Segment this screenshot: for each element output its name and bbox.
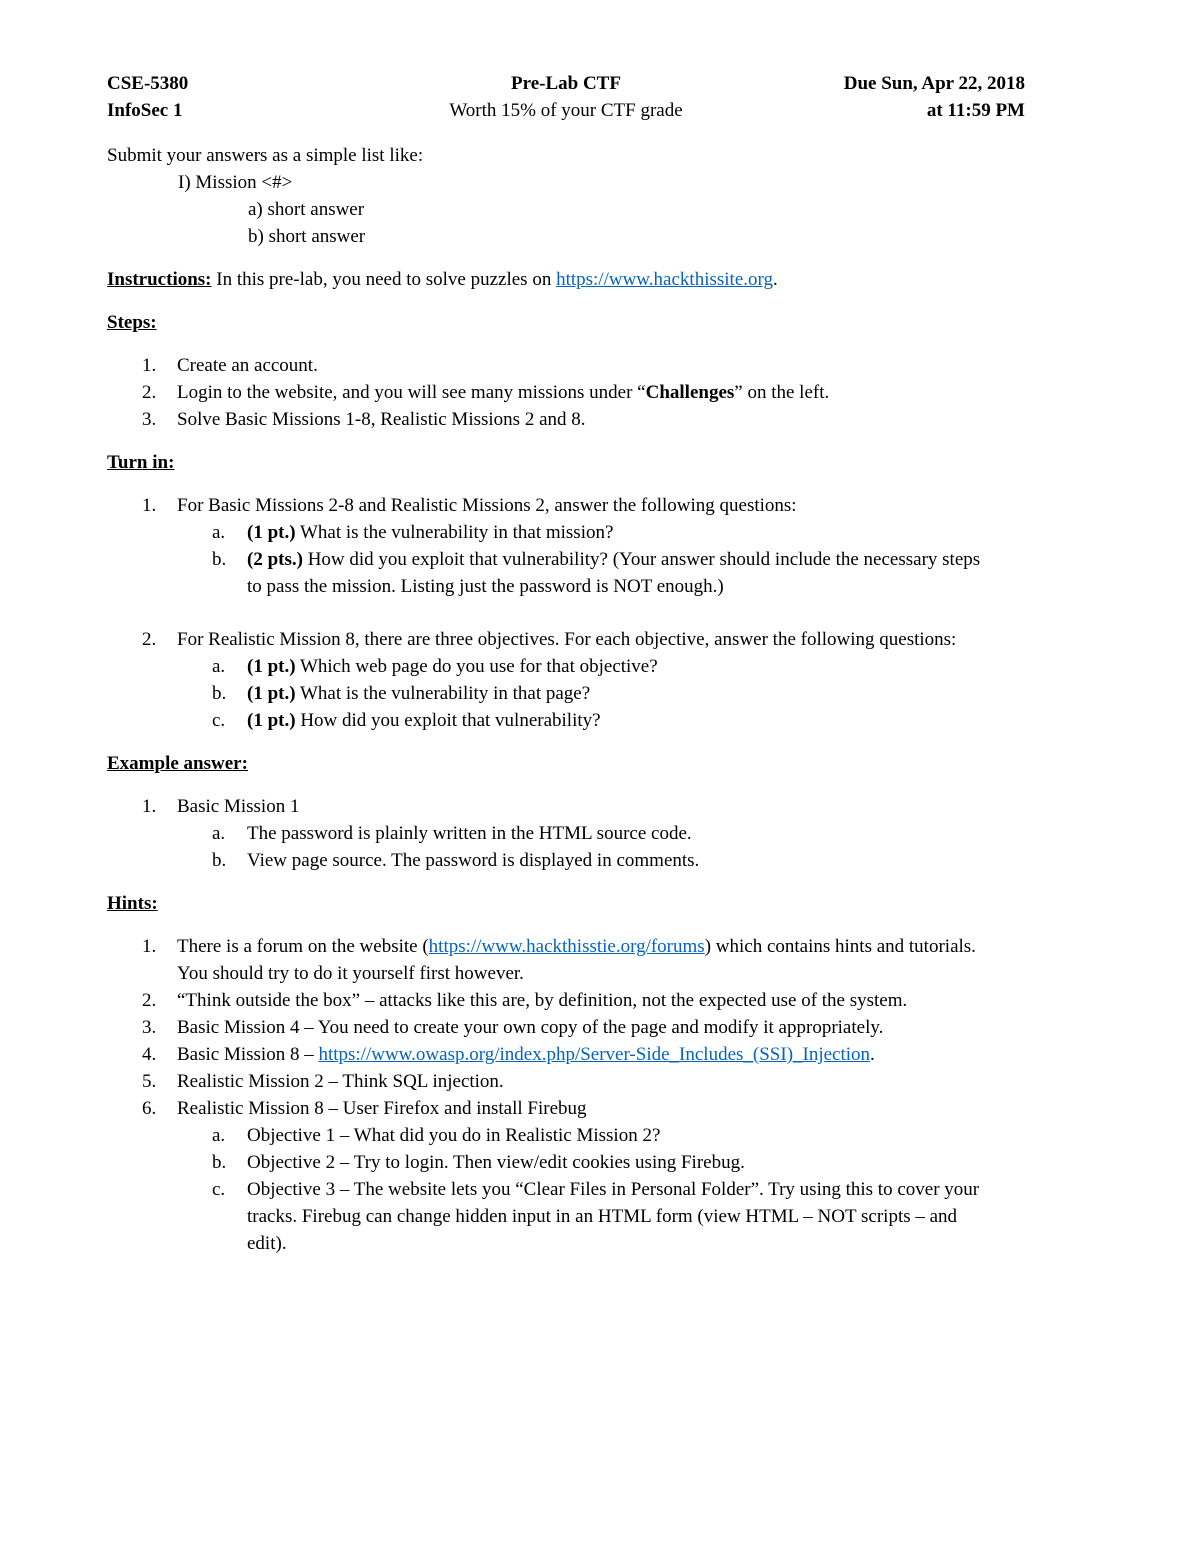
- document-title: Pre-Lab CTF: [511, 73, 621, 94]
- list-marker: a.: [212, 823, 226, 844]
- list-item: [107, 1095, 1107, 1257]
- list-marker: 2.: [142, 629, 157, 650]
- course-name: InfoSec 1: [107, 100, 183, 121]
- header-right: [844, 70, 1025, 124]
- list-item: [107, 933, 1107, 987]
- list-marker: 3.: [142, 409, 157, 430]
- document-body: [107, 142, 1107, 1257]
- hint-text: “Think outside the box” – attacks like this are, by definition, not the expected use of the system.: [177, 990, 908, 1011]
- list-marker: c.: [212, 1179, 226, 1200]
- step-text: Solve Basic Missions 1-8, Realistic Missions 2 and 8.: [177, 409, 586, 430]
- objective-hint-text-continued: tracks. Firebug can change hidden input in an HTML form (view HTML – NOT scripts – and: [247, 1206, 958, 1227]
- example-text: Basic Mission 1: [177, 796, 300, 817]
- sub-list: [177, 519, 1107, 600]
- step-text: Login to the website, and you will see many missions under “: [177, 382, 646, 403]
- list-marker: b.: [212, 549, 227, 570]
- list-item: [107, 793, 1107, 874]
- list-marker: 2.: [142, 382, 157, 403]
- document-subtitle: Worth 15% of your CTF grade: [449, 100, 683, 121]
- instructions-after: .: [772, 269, 778, 290]
- list-marker: a.: [212, 522, 226, 543]
- question-text: Which web page do you use for that objective?: [295, 656, 658, 677]
- list-marker: 3.: [142, 1017, 157, 1038]
- list-item: [107, 352, 1107, 379]
- list-item: [107, 379, 1107, 406]
- list-item: [107, 406, 1107, 433]
- list-item: [107, 1068, 1107, 1095]
- question-text: How did you exploit that vulnerability? (Your answer should include the necessary steps: [302, 549, 981, 570]
- hint-text: Basic Mission 8 –: [177, 1044, 319, 1065]
- example-answer-text: The password is plainly written in the HTML source code.: [247, 823, 692, 844]
- points-label: (1 pt.): [247, 710, 296, 731]
- list-item: [177, 1122, 1107, 1149]
- list-item: [177, 820, 1107, 847]
- instructions-paragraph: [107, 266, 1107, 293]
- turn-in-heading: Turn in:: [107, 452, 175, 473]
- hints-heading: Hints:: [107, 893, 158, 914]
- objective-hint-text: Objective 3 – The website lets you “Clear Files in Personal Folder”. Try using this to cover your: [247, 1179, 980, 1200]
- list-item: [177, 707, 1107, 734]
- sub-list: [177, 653, 1107, 734]
- submit-intro: Submit your answers as a simple list like:: [107, 145, 424, 166]
- list-item: [107, 1041, 1107, 1068]
- hint-text: Basic Mission 4 – You need to create your own copy of the page and modify it appropriately.: [177, 1017, 884, 1038]
- hint-text: Realistic Mission 2 – Think SQL injection.: [177, 1071, 504, 1092]
- header-left: [107, 70, 188, 124]
- list-item: [107, 1014, 1107, 1041]
- document-header: [107, 70, 1025, 126]
- steps-list: [107, 352, 1107, 433]
- list-marker: a.: [212, 656, 226, 677]
- list-marker: b.: [212, 1152, 227, 1173]
- list-marker: 5.: [142, 1071, 157, 1092]
- points-label: (1 pt.): [247, 522, 296, 543]
- list-marker: b.: [212, 683, 227, 704]
- list-item: [177, 847, 1107, 874]
- turn-in-text: For Realistic Mission 8, there are three objectives. For each objective, answer the following questions:: [177, 629, 957, 650]
- submit-example-line-2: a) short answer: [248, 199, 365, 220]
- hint-text: ) which contains hints and tutorials.: [704, 936, 976, 957]
- forum-link[interactable]: https://www.hackthisstie.org/forums: [428, 936, 705, 957]
- points-label: (1 pt.): [247, 656, 296, 677]
- question-text-continued: to pass the mission. Listing just the password is NOT enough.): [247, 576, 724, 597]
- list-item: [177, 1176, 1107, 1257]
- challenges-label: Challenges: [645, 382, 735, 403]
- list-item: [177, 653, 1107, 680]
- question-text: What is the vulnerability in that mission?: [295, 522, 614, 543]
- instructions-heading: Instructions:: [107, 269, 212, 290]
- step-text: Create an account.: [177, 355, 318, 376]
- turn-in-text: For Basic Missions 2-8 and Realistic Missions 2, answer the following questions:: [177, 495, 797, 516]
- list-marker: 1.: [142, 495, 157, 516]
- list-item: [107, 626, 1107, 734]
- list-item: [177, 680, 1107, 707]
- hint-text: There is a forum on the website (: [177, 936, 429, 957]
- hint-text: .: [870, 1044, 875, 1065]
- list-item: [177, 519, 1107, 546]
- due-time: at 11:59 PM: [926, 100, 1025, 121]
- objective-hint-text-continued: edit).: [247, 1233, 287, 1254]
- list-marker: 1.: [142, 936, 157, 957]
- list-marker: 4.: [142, 1044, 157, 1065]
- points-label: (2 pts.): [247, 549, 303, 570]
- points-label: (1 pt.): [247, 683, 296, 704]
- objective-hint-text: Objective 1 – What did you do in Realistic Mission 2?: [247, 1125, 661, 1146]
- list-marker: c.: [212, 710, 226, 731]
- list-marker: a.: [212, 1125, 226, 1146]
- turn-in-list: [107, 492, 1107, 734]
- objective-hint-text: Objective 2 – Try to login. Then view/edit cookies using Firebug.: [247, 1152, 745, 1173]
- hint-text: Realistic Mission 8 – User Firefox and install Firebug: [177, 1098, 587, 1119]
- example-answer-heading: Example answer:: [107, 753, 248, 774]
- list-item: [107, 492, 1107, 600]
- list-item: [177, 1149, 1107, 1176]
- course-code: CSE-5380: [107, 73, 189, 94]
- list-marker: 2.: [142, 990, 157, 1011]
- step-text: ” on the left.: [734, 382, 830, 403]
- question-text: How did you exploit that vulnerability?: [295, 710, 601, 731]
- due-date: Due Sun, Apr 22, 2018: [843, 73, 1025, 94]
- sub-list: [177, 820, 1107, 874]
- example-answer-text: View page source. The password is displayed in comments.: [247, 850, 700, 871]
- submit-example-line-3: b) short answer: [248, 226, 366, 247]
- instructions-text: In this pre-lab, you need to solve puzzles on: [211, 269, 557, 290]
- list-marker: 1.: [142, 796, 157, 817]
- example-list: [107, 793, 1107, 874]
- submit-example-line-1: I) Mission <#>: [178, 172, 293, 193]
- hackthissite-link[interactable]: https://www.hackthissite.org: [556, 269, 773, 290]
- hint-text-continued: You should try to do it yourself first however.: [177, 963, 524, 984]
- owasp-ssi-link[interactable]: https://www.owasp.org/index.php/Server-Side_Includes_(SSI)_Injection: [318, 1044, 871, 1065]
- question-text: What is the vulnerability in that page?: [295, 683, 591, 704]
- list-item: [177, 546, 1107, 600]
- hints-list: [107, 933, 1107, 1257]
- steps-heading: Steps:: [107, 312, 157, 333]
- list-marker: 6.: [142, 1098, 157, 1119]
- sub-list: [177, 1122, 1107, 1257]
- list-marker: b.: [212, 850, 227, 871]
- list-item: [107, 987, 1107, 1014]
- list-marker: 1.: [142, 355, 157, 376]
